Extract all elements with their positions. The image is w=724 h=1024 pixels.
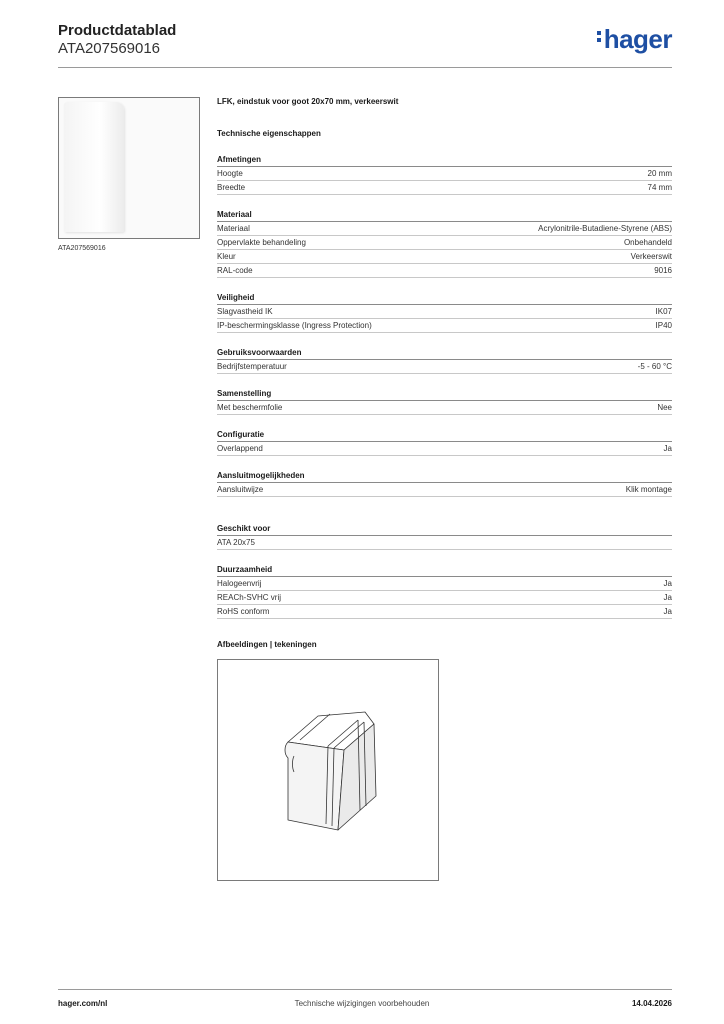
spec-row (217, 536, 672, 550)
spec-label: Hoogte (217, 169, 243, 178)
footer-website-link[interactable]: hager.com/nl (58, 999, 108, 1008)
spec-row (217, 264, 672, 278)
spec-label: Met beschermfolie (217, 403, 283, 412)
spec-row (217, 236, 672, 250)
spec-label: ATA 20x75 (217, 538, 255, 547)
logo-text: hager (603, 24, 672, 54)
spec-row (217, 319, 672, 333)
spec-value: Nee (657, 403, 672, 412)
spec-label: IP-beschermingsklasse (Ingress Protection) (217, 321, 372, 330)
spec-groups (217, 154, 672, 619)
header-divider (58, 67, 672, 68)
spec-row (217, 401, 672, 415)
spec-value: IP40 (655, 321, 672, 330)
spec-value: 9016 (654, 266, 672, 275)
hager-logo[interactable] (597, 26, 672, 52)
spec-row (217, 167, 672, 181)
spec-label: RoHS conform (217, 607, 270, 616)
spec-row (217, 442, 672, 456)
spec-label: RAL-code (217, 266, 253, 275)
images-title: Afbeeldingen | tekeningen (217, 640, 317, 649)
logo-mark-icon (597, 28, 602, 45)
spec-row (217, 181, 672, 195)
spec-label: Kleur (217, 252, 236, 261)
spec-value: IK07 (655, 307, 672, 316)
spec-row (217, 305, 672, 319)
spec-value: -5 - 60 °C (637, 362, 672, 371)
tech-title: Technische eigenschappen (217, 129, 321, 138)
spec-value: Ja (663, 579, 672, 588)
doc-title: Productdatablad (58, 22, 177, 39)
spec-value: Ja (663, 593, 672, 602)
product-title: LFK, eindstuk voor goot 20x70 mm, verkeerswit (217, 97, 399, 106)
spec-label: Materiaal (217, 224, 250, 233)
spec-value: Ja (663, 444, 672, 453)
spec-row (217, 250, 672, 264)
spec-row (217, 605, 672, 619)
spec-label: REACh-SVHC vrij (217, 593, 282, 602)
end-cap-drawing-icon (218, 660, 438, 880)
spec-group-title: Afmetingen (217, 154, 672, 167)
spec-group-title: Samenstelling (217, 388, 672, 401)
doc-code: ATA207569016 (58, 40, 161, 57)
footer-notice: Technische wijzigingen voorbehouden (294, 999, 430, 1008)
content-column (217, 96, 672, 881)
spec-group-title: Materiaal (217, 209, 672, 222)
product-thumbnail-shape (64, 102, 124, 232)
spec-value: Ja (663, 607, 672, 616)
spec-row (217, 222, 672, 236)
spec-label: Overlappend (217, 444, 263, 453)
footer-divider (58, 989, 672, 990)
spec-row (217, 360, 672, 374)
spec-group-title: Geschikt voor (217, 523, 672, 536)
spec-label: Breedte (217, 183, 246, 192)
spec-group-title: Veiligheid (217, 292, 672, 305)
spec-value: Verkeerswit (630, 252, 672, 261)
spec-label: Aansluitwijze (217, 485, 264, 494)
spec-label: Bedrijfstemperatuur (217, 362, 287, 371)
spec-row (217, 577, 672, 591)
spec-label: Halogeenvrij (217, 579, 262, 588)
spec-row (217, 483, 672, 497)
product-thumbnail (58, 97, 200, 239)
spec-value: Acrylonitrile-Butadiene-Styrene (ABS) (538, 224, 672, 233)
spec-row (217, 591, 672, 605)
footer-date: 14.04.2026 (631, 999, 672, 1008)
spec-value: 74 mm (647, 183, 672, 192)
spec-group-title: Aansluitmogelijkheden (217, 470, 672, 483)
spec-label: Oppervlakte behandeling (217, 238, 306, 247)
spec-group-title: Configuratie (217, 429, 672, 442)
spec-label: Slagvastheid IK (217, 307, 273, 316)
spec-group-title: Duurzaamheid (217, 564, 672, 577)
technical-drawing (217, 659, 439, 881)
spec-group-title: Gebruiksvoorwaarden (217, 347, 672, 360)
thumbnail-caption: ATA207569016 (58, 245, 106, 252)
spec-value: 20 mm (647, 169, 672, 178)
spec-value: Klik montage (625, 485, 672, 494)
spec-value: Onbehandeld (623, 238, 672, 247)
